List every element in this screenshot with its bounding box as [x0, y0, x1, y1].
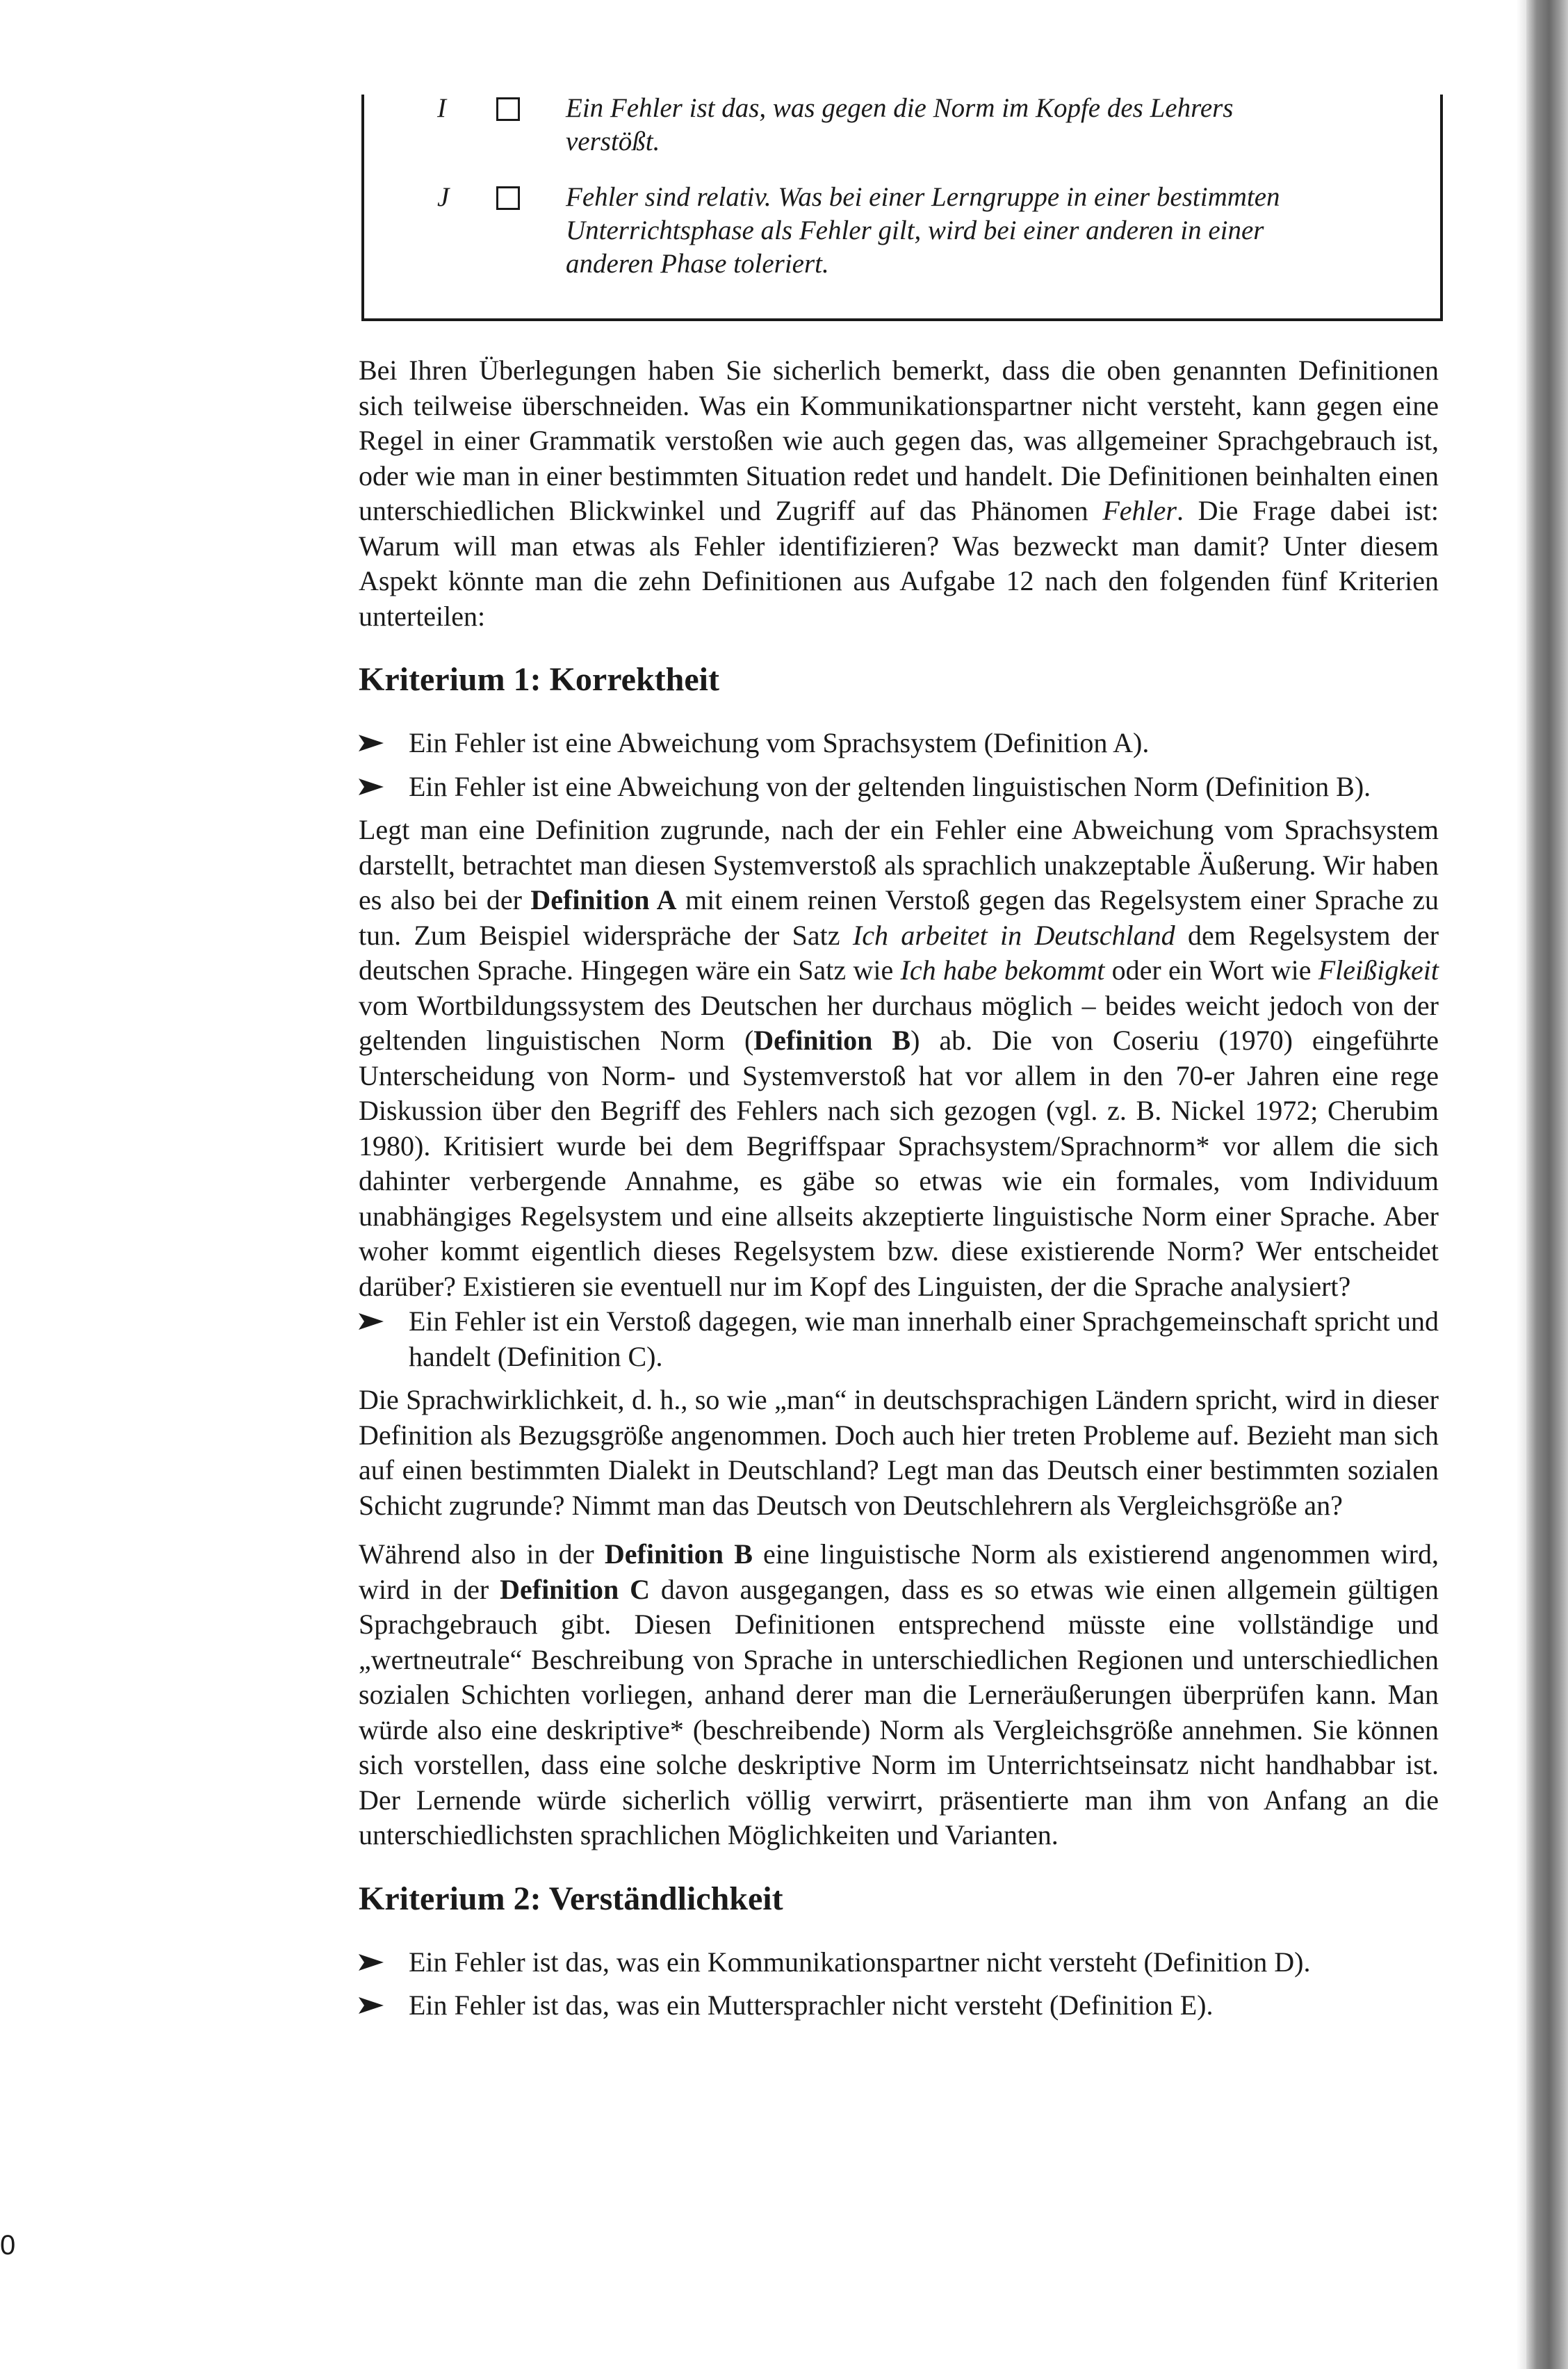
intro-paragraph	[359, 353, 1439, 634]
section-heading-kriterium-1: Kriterium 1: Korrektheit	[359, 661, 719, 698]
text-run: mit einem reinen Verstoß gegen das Regelsystem einer Sprache zu tun. Zum Beispiel widerspräche der Satz	[359, 884, 1439, 951]
bullet-definition-d	[359, 1945, 1439, 1980]
page-number: 0	[0, 2230, 16, 2261]
arrow-bullet-icon	[359, 1954, 384, 1971]
text-run: . Die Frage dabei ist: Warum will man etwas als Fehler identifizieren? Was bezweckt man damit? Unter diesem Aspekt könnte man die zehn Definitionen aus Aufgabe 12 nach den folgenden fünf Kriterien unterteilen:	[359, 495, 1439, 632]
item-text	[566, 92, 1400, 158]
page-binding-edge	[1526, 0, 1568, 2369]
section-heading-kriterium-2: Kriterium 2: Verständlichkeit	[359, 1880, 783, 1917]
text-run: Während also in der	[359, 1538, 605, 1570]
arrow-bullet-icon	[359, 1997, 384, 2014]
definitions-box	[361, 95, 1443, 321]
bullet-definition-a	[359, 726, 1439, 761]
bullet-definition-e	[359, 1988, 1439, 2024]
item-text-line: Unterrichtsphase als Fehler gilt, wird bei einer anderen in einer	[566, 215, 1264, 245]
checkbox[interactable]	[496, 97, 520, 121]
bullet-definition-b	[359, 770, 1439, 805]
page-gutter-shadow	[1517, 0, 1526, 2369]
bullet-text: Ein Fehler ist das, was ein Muttersprachler nicht versteht (Definition E).	[409, 1989, 1214, 2021]
italic-example: Ich habe bekommt	[900, 954, 1105, 986]
italic-example: Ich arbeitet in Deutschland	[852, 919, 1175, 951]
text-run: ) ab. Die von Coseriu (1970) eingeführte Unterscheidung von Norm- und Systemverstoß hat vor allem in den 70-er Jahren eine rege Diskussion über den Begriff des Fehlers nach sich gezogen (vgl. z. B. Nickel 1972; Cherubim 1980). Kritisiert wurde bei dem Begriffspaar Sprachsystem/Sprachnorm* vor allem die sich dahinter verbergende Annahme, es gäbe so etwas wie ein formales, vom Individuum unabhängiges Regelsystem und eine allseits akzeptierte linguistische Norm einer Sprache. Aber woher kommt eigentlich dieses Regelsystem bzw. diese existierende Norm? Wer entscheidet darüber? Existieren sie eventuell nur im Kopf des Linguisten, der die Sprache analysiert?	[359, 1025, 1439, 1302]
main-text	[359, 353, 1439, 2032]
item-text-line: Ein Fehler ist das, was gegen die Norm im Kopfe des Lehrers	[566, 93, 1234, 123]
item-text-line: Fehler sind relativ. Was bei einer Lerngruppe in einer bestimmten	[566, 182, 1280, 212]
paragraph-definition-b-c	[359, 1537, 1439, 1853]
bold-term: Definition A	[530, 884, 677, 915]
item-text-line: anderen Phase toleriert.	[566, 249, 829, 279]
text-run: davon ausgegangen, dass es so etwas wie einen allgemein gültigen Sprachgebrauch gibt. Diesen Definitionen entsprechend müsste eine vollständige und „wertneutrale“ Beschreibung von Sprache in unterschiedlichen Regionen und unterschiedlichen sozialen Schichten vorliegen, anhand derer man die Lerneräußerungen überprüfen kann. Man würde also eine deskriptive* (beschreibende) Norm als Vergleichsgröße annehmen. Sie können sich vorstellen, dass eine solche deskriptive Norm im Unterrichtseinsatz nicht handhabbar ist. Der Lernende würde sicherlich völlig verwirrt, präsentierte man ihm von Anfang an die unterschiedlichsten sprachlichen Möglichkeiten und Varianten.	[359, 1573, 1439, 1850]
bullet-definition-c	[359, 1304, 1439, 1374]
paragraph-sprachwirklichkeit: Die Sprachwirklichkeit, d. h., so wie „man“ in deutschsprachigen Ländern spricht, wird in dieser Definition als Bezugsgröße angenommen. Doch auch hier treten Probleme auf. Bezieht man sich auf einen bestimmten Dialekt in Deutschland? Legt man das Deutsch einer bestimmten sozialen Schicht zugrunde? Nimmt man das Deutsch von Deutschlehrern als Vergleichsgröße an?	[359, 1384, 1439, 1521]
text-run: vom Wortbildungssystem des Deutschen her durchaus möglich – beides weicht jedoch von der geltenden linguistischen Norm (	[359, 989, 1439, 1056]
italic-term: Fehler	[1102, 495, 1177, 526]
arrow-bullet-icon	[359, 779, 384, 795]
text-run: dem Regelsystem der deutschen Sprache. Hingegen wäre ein Satz wie	[359, 919, 1439, 986]
arrow-bullet-icon	[359, 735, 384, 751]
item-letter: J	[437, 182, 450, 212]
bullet-text: Ein Fehler ist das, was ein Kommunikationspartner nicht versteht (Definition D).	[409, 1946, 1311, 1978]
bold-term: Definition B	[753, 1025, 911, 1056]
bullet-text: Ein Fehler ist eine Abweichung vom Sprachsystem (Definition A).	[409, 727, 1150, 758]
item-letter: I	[437, 93, 446, 123]
text-run: Legt man eine Definition zugrunde, nach der ein Fehler eine Abweichung vom Sprachsystem darstellt, betrachtet man diesen Systemverstoß als sprachlich unakzeptable Äußerung. Wir haben es also bei der	[359, 814, 1439, 915]
text-run: oder ein Wort wie	[1104, 954, 1318, 986]
bullet-text: Ein Fehler ist ein Verstoß dagegen, wie man innerhalb einer Sprachgemeinschaft spricht und handelt (Definition C).	[409, 1305, 1439, 1372]
checkbox[interactable]	[496, 186, 520, 210]
item-text-line: verstößt.	[566, 127, 660, 156]
italic-example: Fleißigkeit	[1318, 954, 1439, 986]
item-text	[566, 181, 1400, 281]
arrow-bullet-icon	[359, 1313, 384, 1330]
text-run: eine linguistische Norm als existierend angenommen wird, wird in der	[359, 1538, 1439, 1605]
bold-term: Definition B	[604, 1538, 753, 1570]
text-run: Bei Ihren Überlegungen haben Sie sicherlich bemerkt, dass die oben genannten Definitionen sich teilweise überschneiden. Was ein Kommunikationspartner nicht versteht, kann gegen eine Regel in einer Grammatik verstoßen wie auch gegen das, was allgemeiner Sprachgebrauch ist, oder wie man in einer bestimmten Situation redet und handelt. Die Definitionen beinhalten einen unterschiedlichen Blickwinkel und Zugriff auf das Phänomen	[359, 355, 1439, 526]
bold-term: Definition C	[500, 1573, 650, 1605]
paragraph-korrektheit	[359, 813, 1439, 1304]
bullet-text: Ein Fehler ist eine Abweichung von der geltenden linguistischen Norm (Definition B).	[409, 770, 1371, 802]
